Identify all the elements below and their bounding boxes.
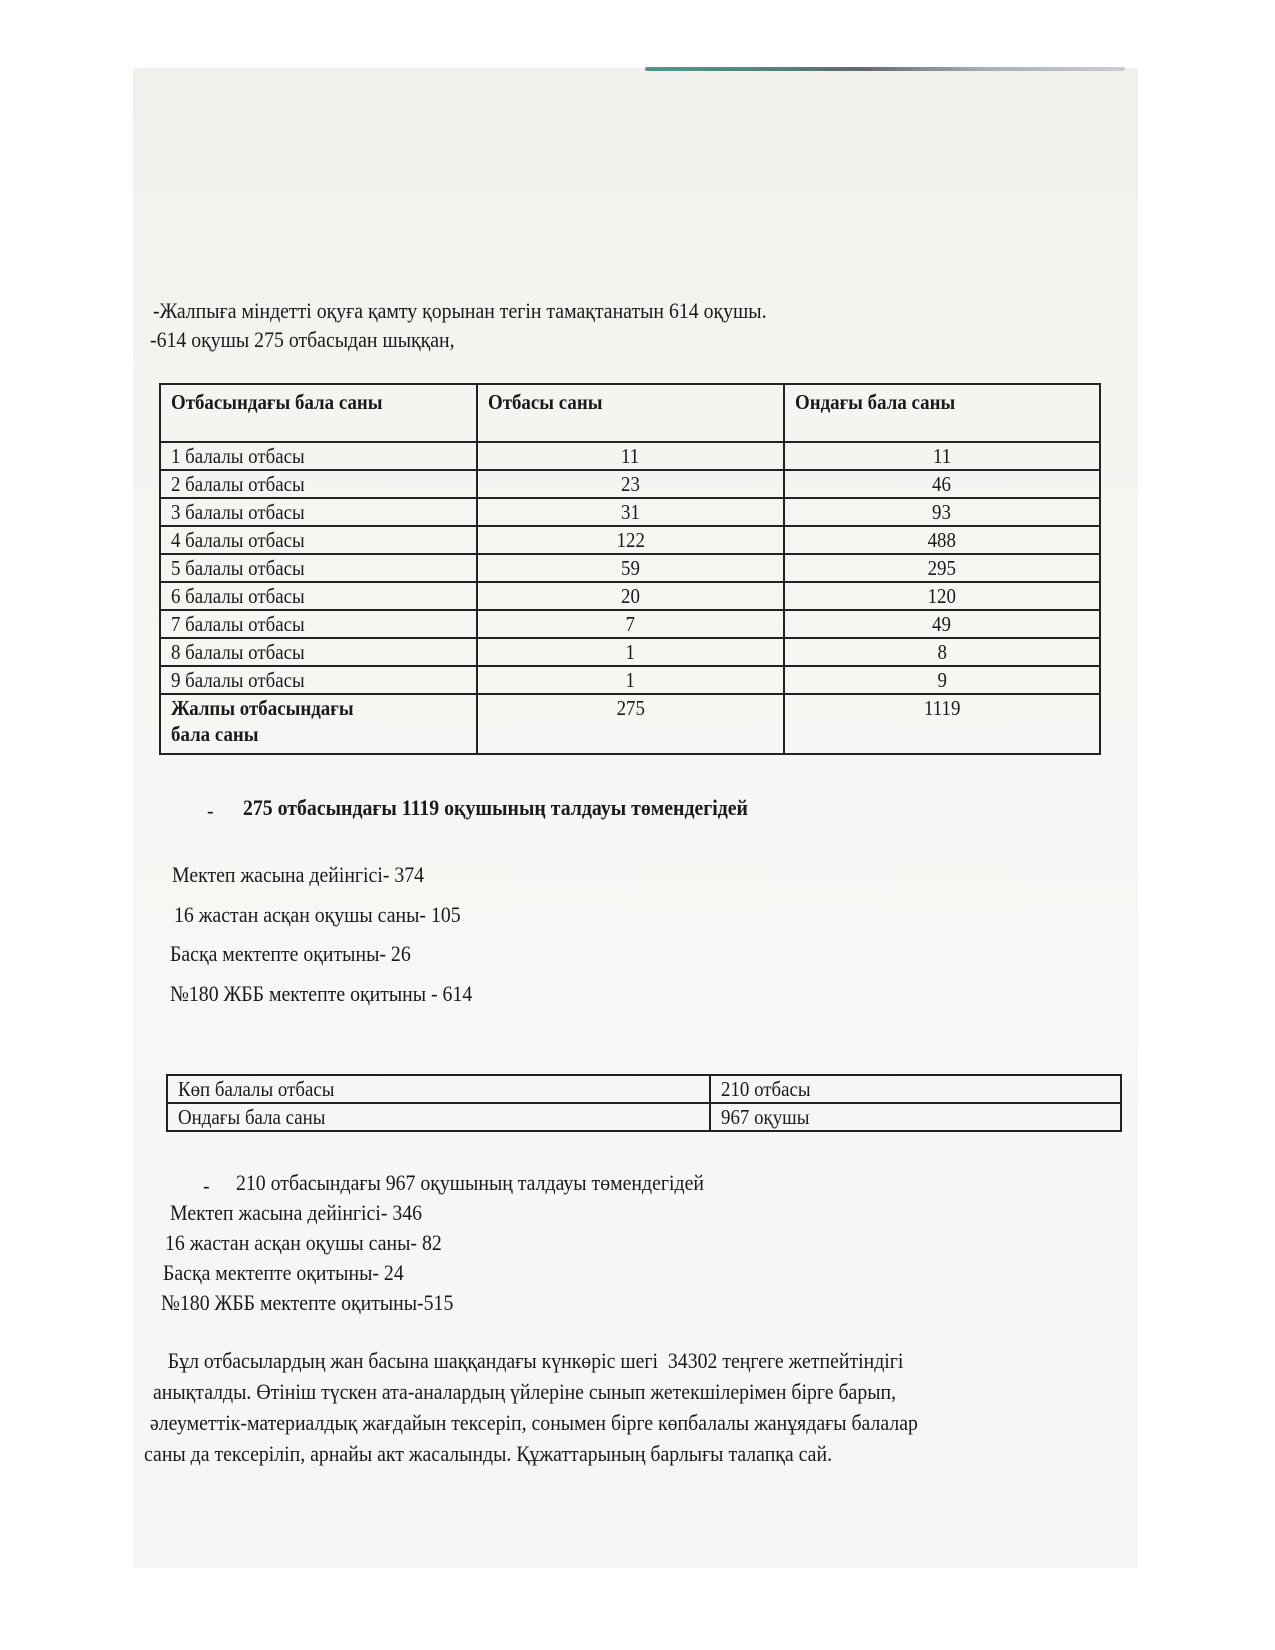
analysis-1-heading: 275 отбасындағы 1119 оқушының талдауы төмендегідей	[243, 795, 748, 820]
row-children: 11	[932, 444, 951, 468]
conclusion-line: анықталды. Өтініш түскен ата-аналардың үйлеріне сынып жетекшілерімен бірге барып,	[153, 1379, 897, 1404]
children-count-value: 967 оқушы	[720, 1105, 810, 1129]
top-decorative-rule	[645, 67, 1125, 71]
table-row	[160, 666, 1100, 694]
table-header-row	[160, 384, 1100, 442]
analysis-1-item: №180 ЖББ мектепте оқитыны - 614	[170, 981, 473, 1006]
row-label: 8 балалы отбасы	[171, 640, 305, 664]
table-row	[160, 582, 1100, 610]
row-families: 23	[621, 472, 641, 496]
row-children: 49	[932, 612, 952, 636]
total-families: 275	[616, 696, 645, 720]
header-children-count: Ондағы бала саны	[784, 384, 1100, 442]
large-families-table	[166, 1074, 1122, 1132]
table-row	[160, 554, 1100, 582]
table-row	[160, 498, 1100, 526]
row-families: 59	[621, 556, 641, 580]
children-count-label: Ондағы бала саны	[178, 1105, 326, 1129]
analysis-2-item: Мектеп жасына дейінгісі- 346	[170, 1200, 423, 1225]
table-row	[160, 442, 1100, 470]
row-families: 11	[621, 444, 640, 468]
analysis-1-item: Басқа мектепте оқитыны- 26	[170, 941, 411, 966]
intro-line-1: -Жалпыға міндетті оқуға қамту қорынан тегін тамақтанатын 614 оқушы.	[153, 298, 767, 323]
analysis-2-heading: 210 отбасындағы 967 оқушының талдауы төмендегідей	[236, 1170, 704, 1195]
header-children-per-family: Отбасындағы бала саны	[160, 384, 477, 442]
conclusion-paragraph	[144, 1345, 1108, 1469]
intro-line-2: -614 оқушы 275 отбасыдан шыққан,	[150, 327, 455, 352]
conclusion-line: саны да тексеріліп, арнайы акт жасалынды. Құжаттарының барлығы талапқа сай.	[144, 1441, 833, 1466]
total-children: 1119	[923, 696, 961, 720]
table-row	[160, 610, 1100, 638]
row-label: 4 балалы отбасы	[171, 528, 305, 552]
analysis-2-item: Басқа мектепте оқитыны- 24	[163, 1260, 404, 1285]
table-row	[160, 470, 1100, 498]
total-label-line-1: Жалпы отбасындағы	[171, 696, 354, 720]
conclusion-line: Бұл отбасылардың жан басына шаққандағы күнкөріс шегі 34302 теңгеге жетпейтіндігі	[148, 1348, 904, 1373]
table-total-row	[160, 694, 1100, 754]
row-families: 31	[621, 500, 641, 524]
header-family-count: Отбасы саны	[477, 384, 783, 442]
row-families: 122	[616, 528, 645, 552]
row-label: 7 балалы отбасы	[171, 612, 305, 636]
row-label: 2 балалы отбасы	[171, 472, 305, 496]
row-children: 488	[927, 528, 957, 552]
table-row	[160, 526, 1100, 554]
row-label: 5 балалы отбасы	[171, 556, 305, 580]
row-children: 120	[927, 584, 957, 608]
analysis-1-bullet: -	[207, 798, 214, 823]
total-label-line-2: бала саны	[171, 722, 259, 746]
row-children: 8	[937, 640, 947, 664]
row-label: 3 балалы отбасы	[171, 500, 305, 524]
table-row	[160, 638, 1100, 666]
large-families-label: Көп балалы отбасы	[178, 1077, 335, 1101]
analysis-2-item: 16 жастан асқан оқушы саны- 82	[165, 1230, 442, 1255]
row-families: 20	[621, 584, 641, 608]
analysis-2-bullet: -	[203, 1173, 210, 1198]
row-families: 1	[625, 668, 636, 692]
row-label: 9 балалы отбасы	[171, 668, 305, 692]
row-children: 9	[937, 668, 947, 692]
row-children: 93	[932, 500, 952, 524]
row-families: 7	[625, 612, 636, 636]
row-label: 6 балалы отбасы	[171, 584, 305, 608]
table-row	[167, 1075, 1121, 1103]
row-children: 46	[932, 472, 952, 496]
large-families-value: 210 отбасы	[720, 1077, 811, 1101]
analysis-1-item: Мектеп жасына дейінгісі- 374	[172, 862, 425, 887]
row-label: 1 балалы отбасы	[171, 444, 305, 468]
conclusion-line: әлеуметтік-материалдық жағдайын тексеріп, сонымен бірге көпбалалы жанұядағы балалар	[150, 1410, 918, 1435]
analysis-2-item: №180 ЖББ мектепте оқитыны-515	[161, 1290, 454, 1315]
table-row	[167, 1103, 1121, 1131]
analysis-1-item: 16 жастан асқан оқушы саны- 105	[174, 902, 461, 927]
row-children: 295	[927, 556, 957, 580]
families-table	[159, 383, 1101, 755]
row-families: 1	[625, 640, 636, 664]
